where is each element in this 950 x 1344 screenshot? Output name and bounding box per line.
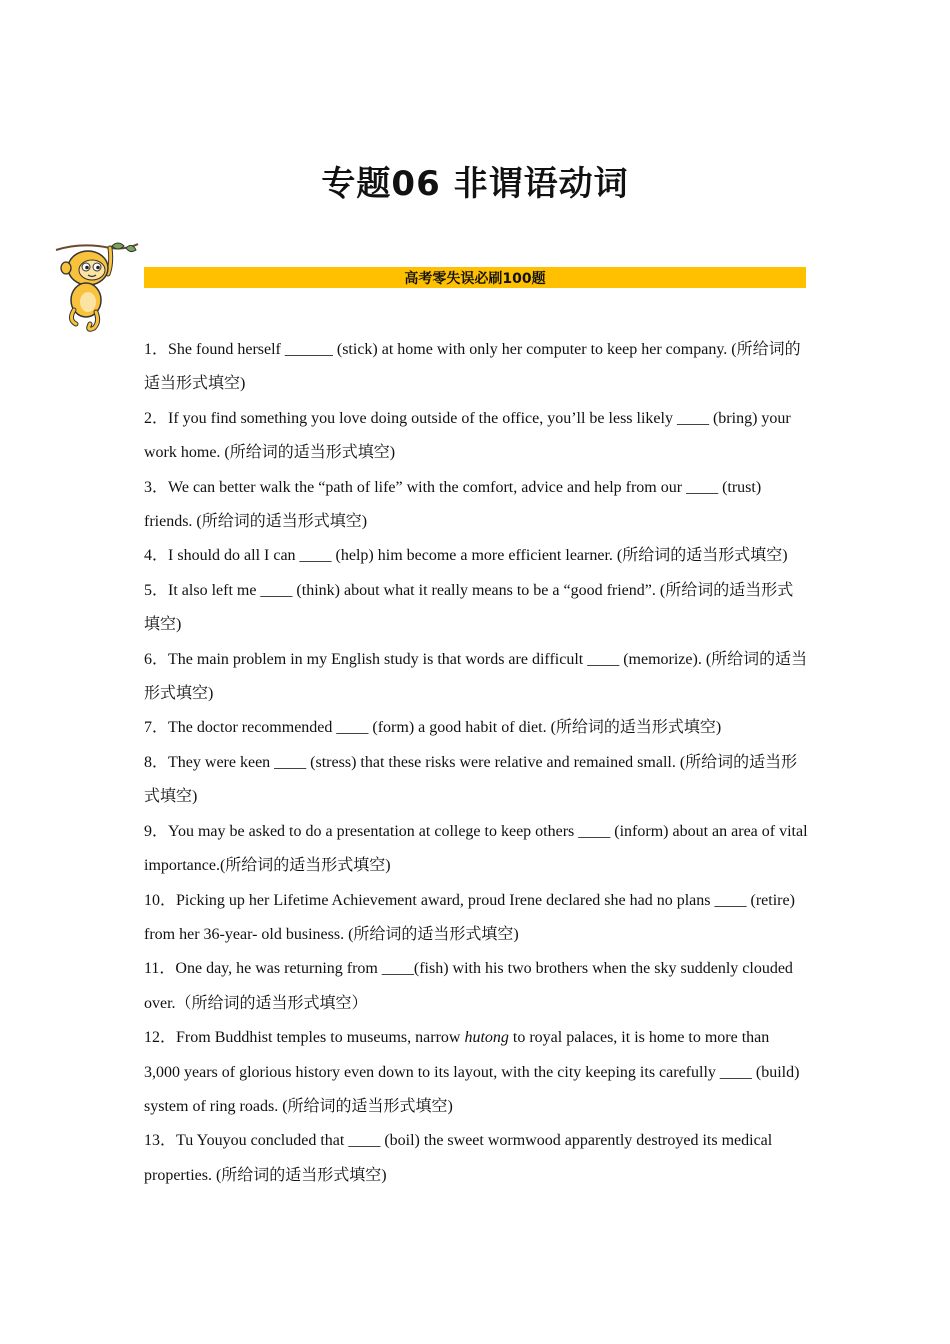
- question-item: 3．We can better walk the “path of life” with the comfort, advice and help from our ____ (trust) friends. (所给词的适当形式填空): [144, 478, 762, 531]
- question-item: 9．You may be asked to do a presentation at college to keep others ____ (inform) about an area of vital importance.(所给词的适当形式填空): [144, 822, 808, 875]
- question-item: 1．She found herself ______ (stick) at home with only her computer to keep her company. (所给词的适当形式填空): [144, 341, 801, 393]
- page-title: 专题06 非谓语动词: [321, 164, 629, 204]
- monkey-mascot-icon: [52, 240, 144, 332]
- question-item: 4．I should do all I can ____ (help) him become a more efficient learner. (所给词的适当形式填空): [144, 547, 788, 565]
- section-banner: 高考零失误必刷100题: [144, 267, 806, 288]
- question-item: 8．They were keen ____ (stress) that these risks were relative and remained small. (所给词的适当形式填空): [144, 753, 798, 806]
- question-item: 5．It also left me ____ (think) about what it really means to be a “good friend”. (所给词的适当形式填空): [144, 581, 794, 634]
- question-item: 2．If you find something you love doing outside of the office, you’ll be less likely ____ (bring) your work home. (所给词的适当形式填空): [144, 409, 791, 462]
- question-item: 6．The main problem in my English study is that words are difficult ____ (memorize). (所给词的适当形式填空): [144, 650, 808, 703]
- question-item: 7．The doctor recommended ____ (form) a good habit of diet. (所给词的适当形式填空): [144, 719, 722, 737]
- question-item: 11．One day, he was returning from ____(fish) with his two brothers when the sky suddenly clouded over.（所给词的适当形式填空）: [144, 960, 793, 1012]
- question-item: 10．Picking up her Lifetime Achievement award, proud Irene declared she had no plans ____ (retire) from her 36-year- old business. (所给词的适当形式填空): [144, 891, 795, 943]
- question-item: 13．Tu Youyou concluded that ____ (boil) the sweet wormwood apparently destroyed its medical properties. (所给词的适当形式填空): [144, 1132, 773, 1184]
- question-list: [144, 333, 808, 1193]
- question-item: 12．From Buddhist temples to museums, narrow hutong to royal palaces, it is home to more than 3,000 years of glorious history even down to its layout, with the city keeping its carefully ____ (build) system of ring roads. (所给词的适当形式填空): [144, 1029, 800, 1115]
